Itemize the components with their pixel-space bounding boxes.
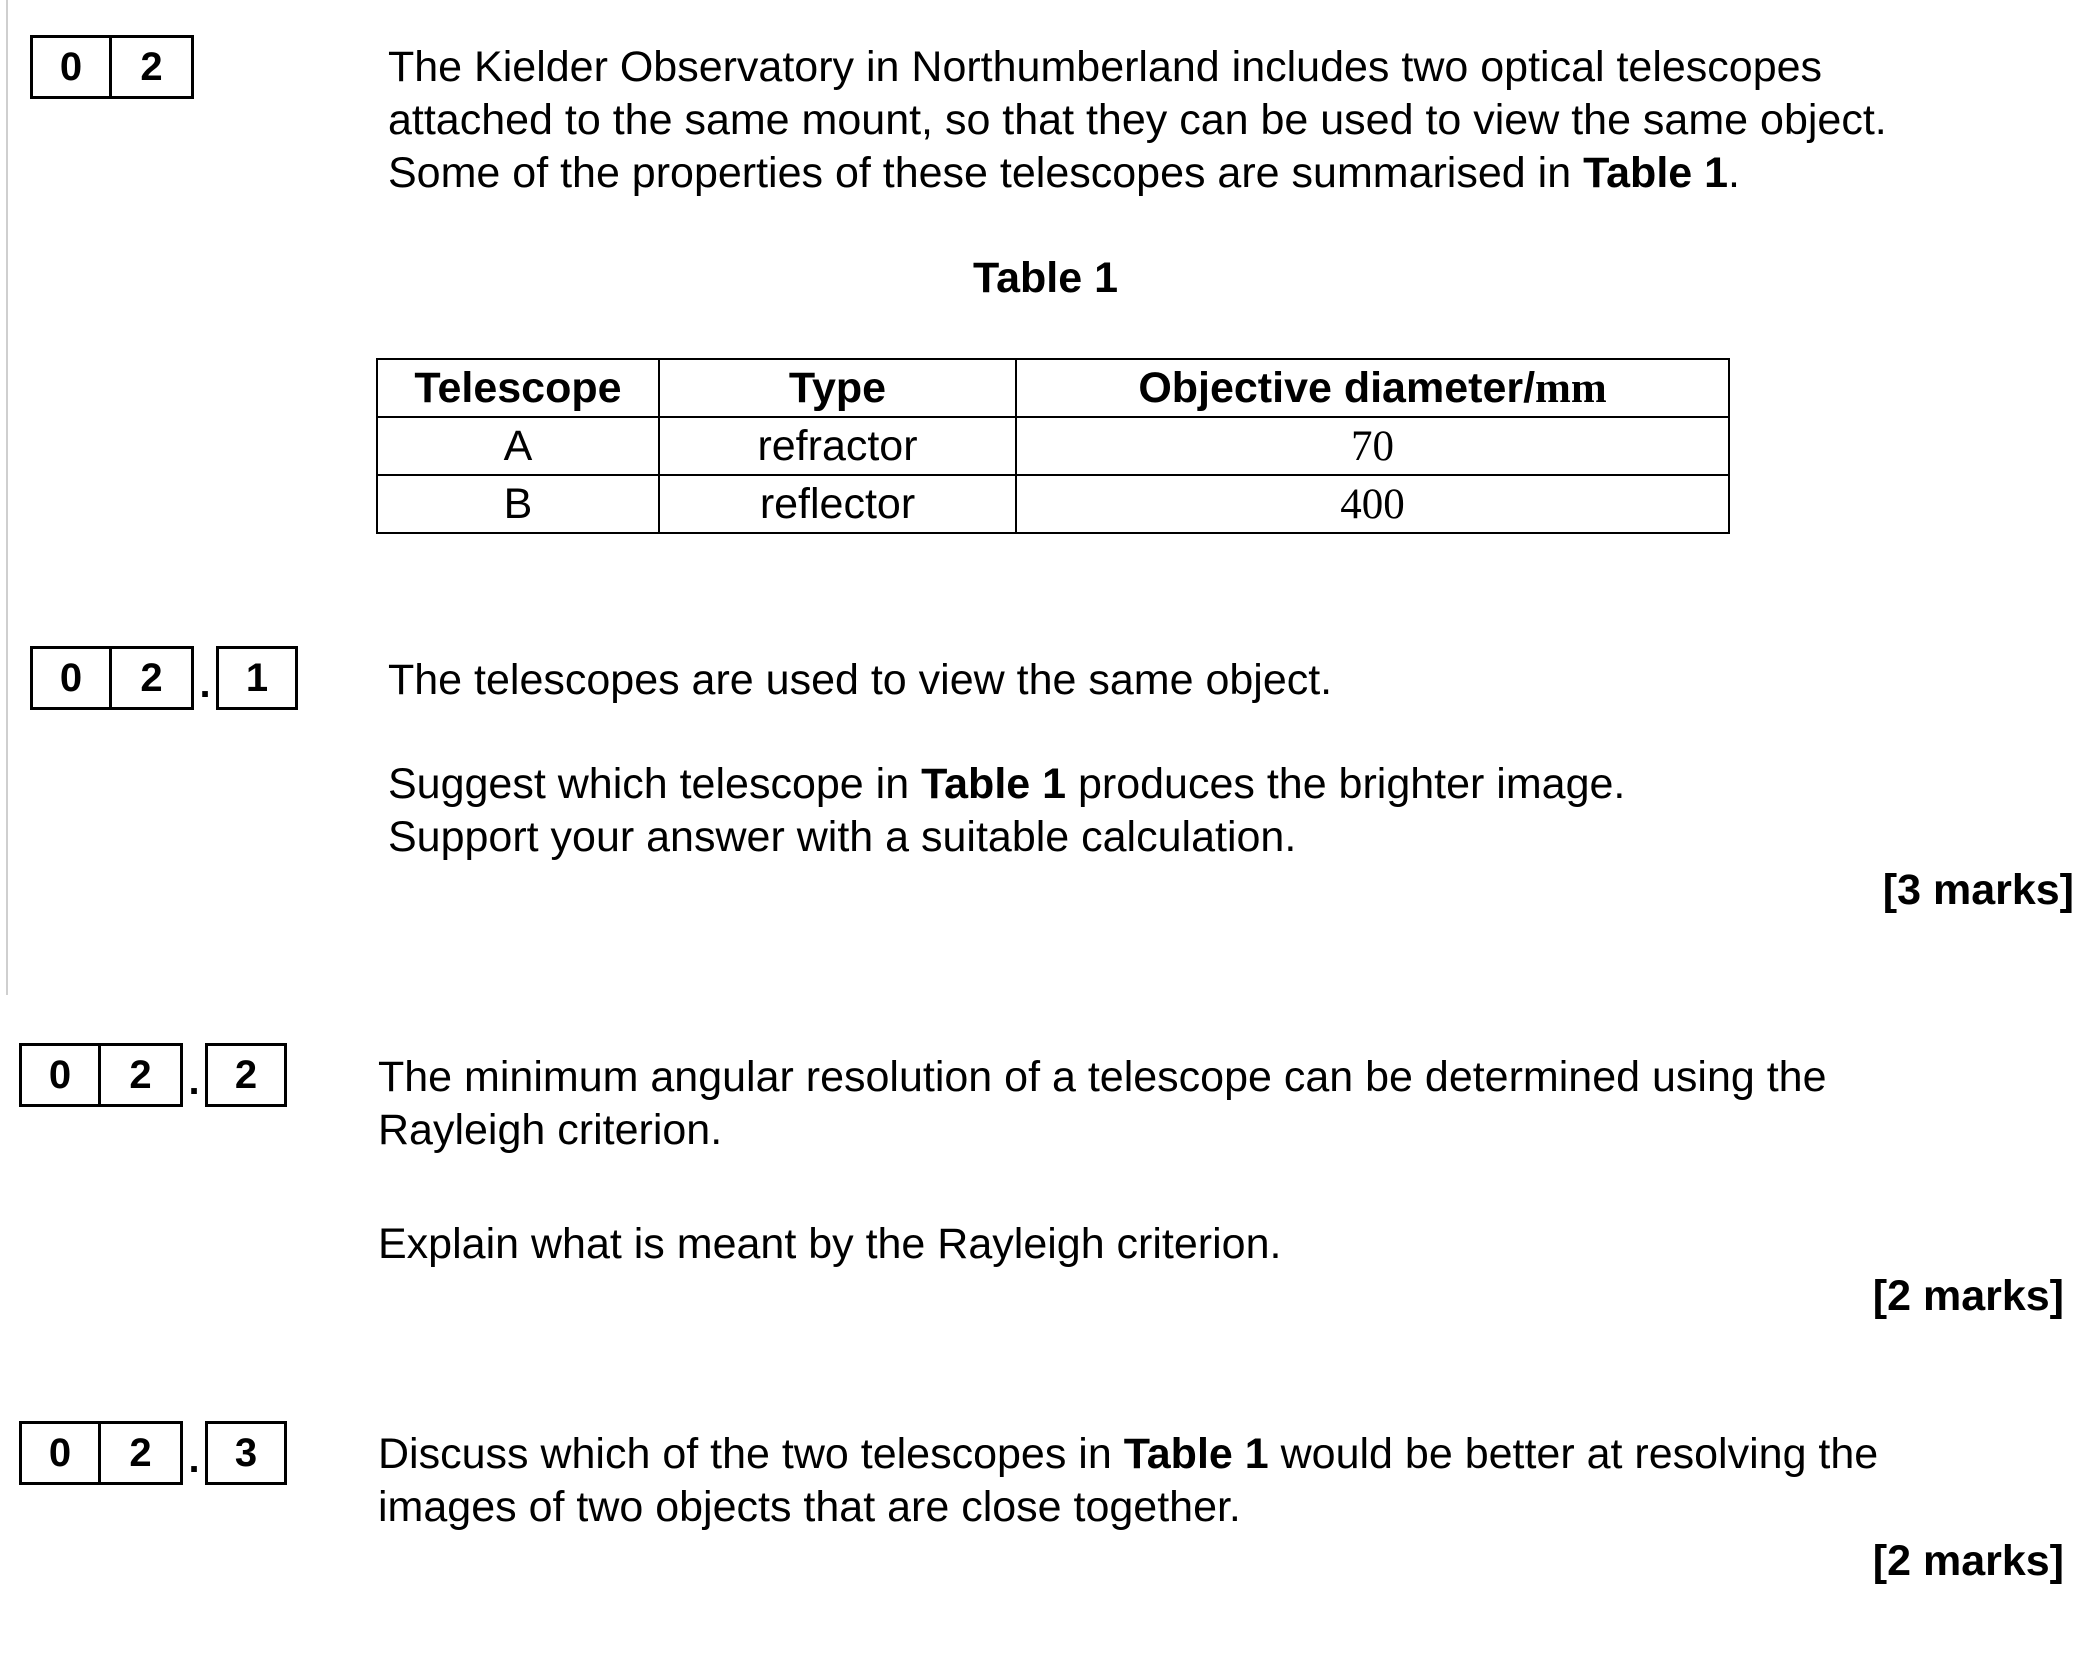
part2-intro xyxy=(378,1051,1827,1157)
question-number-dot: . xyxy=(199,662,211,706)
cell-type: refractor xyxy=(659,417,1016,475)
table-header-row xyxy=(377,359,1729,417)
question-number-dot: . xyxy=(188,1437,200,1481)
part2-line2: Rayleigh criterion. xyxy=(378,1106,723,1154)
table-row xyxy=(377,417,1729,475)
header-type: Type xyxy=(659,359,1016,417)
question-number-digit: 3 xyxy=(205,1421,287,1485)
table-caption: Table 1 xyxy=(973,254,1118,302)
question-number-digit: 2 xyxy=(101,1421,183,1485)
part1-line1: The telescopes are used to view the same object. xyxy=(388,656,1333,704)
part1-line2-post: produces the brighter image. xyxy=(1066,760,1626,808)
intro-table-ref: Table 1 xyxy=(1583,149,1729,197)
question-number-digit: 2 xyxy=(205,1043,287,1107)
question-number-digit: 2 xyxy=(112,35,194,99)
question-number-02-1 xyxy=(30,646,298,710)
part3-question xyxy=(378,1428,1878,1534)
question-number-dot: . xyxy=(188,1059,200,1103)
cell-telescope: B xyxy=(377,475,659,533)
cell-telescope: A xyxy=(377,417,659,475)
header-diameter xyxy=(1016,359,1729,417)
cell-type: reflector xyxy=(659,475,1016,533)
part3-line2: images of two objects that are close together. xyxy=(378,1483,1241,1531)
part1-instructions xyxy=(388,758,1625,864)
question-number-digit: 0 xyxy=(30,35,112,99)
part2-line3: Explain what is meant by the Rayleigh criterion. xyxy=(378,1220,1282,1268)
question-number-digit: 2 xyxy=(101,1043,183,1107)
part1-table-ref: Table 1 xyxy=(921,760,1067,808)
part1-line2-pre: Suggest which telescope in xyxy=(388,760,922,808)
cell-diameter: 400 xyxy=(1016,475,1729,533)
header-telescope: Telescope xyxy=(377,359,659,417)
part2-line1: The minimum angular resolution of a telescope can be determined using the xyxy=(378,1053,1827,1101)
part3-marks: [2 marks] xyxy=(1872,1537,2064,1585)
question-number-digit: 0 xyxy=(19,1043,101,1107)
question-number-02-2 xyxy=(19,1043,287,1107)
intro-line-2: attached to the same mount, so that they can be used to view the same object. xyxy=(388,96,1887,144)
intro-line-3-pre: Some of the properties of these telescopes are summarised in xyxy=(388,149,1584,197)
margin-line xyxy=(6,0,8,995)
header-diameter-label: Objective diameter/ xyxy=(1138,363,1536,412)
telescope-table xyxy=(376,358,1730,534)
intro-line-3-post: . xyxy=(1728,149,1740,197)
part1-marks: [3 marks] xyxy=(1882,866,2074,914)
part2-marks: [2 marks] xyxy=(1872,1272,2064,1320)
part1-line3: Support your answer with a suitable calculation. xyxy=(388,813,1297,861)
intro-line-1: The Kielder Observatory in Northumberland includes two optical telescopes xyxy=(388,43,1823,91)
table-row xyxy=(377,475,1729,533)
question-number-02-3 xyxy=(19,1421,287,1485)
question-intro xyxy=(388,41,1887,200)
question-number-digit: 2 xyxy=(112,646,194,710)
question-number-digit: 0 xyxy=(19,1421,101,1485)
question-number-02 xyxy=(30,35,194,99)
header-diameter-unit: mm xyxy=(1535,364,1607,412)
cell-diameter: 70 xyxy=(1016,417,1729,475)
part3-line1-pre: Discuss which of the two telescopes in xyxy=(378,1430,1124,1478)
part3-table-ref: Table 1 xyxy=(1123,1430,1269,1478)
part3-line1-post: would be better at resolving the xyxy=(1268,1430,1879,1478)
question-number-digit: 1 xyxy=(216,646,298,710)
question-number-digit: 0 xyxy=(30,646,112,710)
